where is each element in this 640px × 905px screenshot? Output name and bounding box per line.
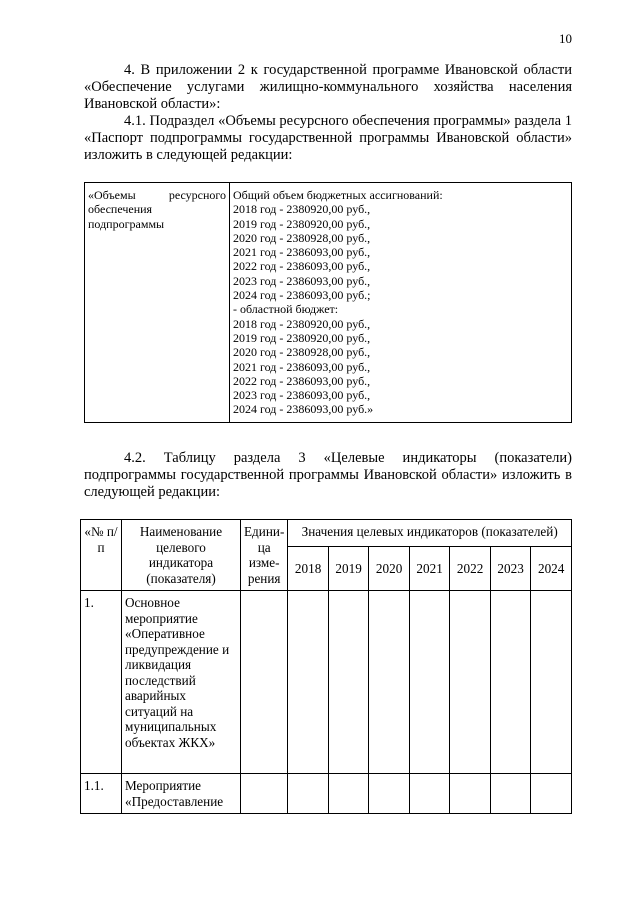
header-year: 2018 bbox=[288, 547, 329, 591]
header-year: 2021 bbox=[409, 547, 450, 591]
header-unit: Единица измерения bbox=[241, 520, 288, 591]
indicators-table bbox=[80, 519, 572, 814]
header-name: Наименование целевого индикатора (показателя) bbox=[122, 520, 241, 591]
row-value-cell bbox=[409, 591, 450, 774]
resources-line: 2019 год - 2380920,00 руб., bbox=[233, 330, 371, 345]
row-number: 1. bbox=[81, 591, 122, 774]
row-name: Мероприятие «Предоставление bbox=[122, 774, 241, 814]
header-num: «№ п/п bbox=[81, 520, 122, 591]
row-value-cell bbox=[328, 774, 369, 814]
row-number: 1.1. bbox=[81, 774, 122, 814]
row-value-cell bbox=[490, 774, 531, 814]
paragraph-3 bbox=[84, 450, 572, 501]
row-value-cell bbox=[450, 591, 491, 774]
resources-line: - областной бюджет: bbox=[233, 302, 339, 317]
resources-line: 2018 год - 2380920,00 руб., bbox=[233, 316, 371, 331]
row-name: Основное мероприятие «Оперативное предупреждение и ликвидация последствий аварийных ситуаций на муниципальных объектах ЖКХ» bbox=[122, 591, 241, 774]
table-row bbox=[81, 591, 572, 774]
header-year: 2023 bbox=[490, 547, 531, 591]
resources-line: 2022 год - 2386093,00 руб., bbox=[233, 373, 371, 388]
resources-line: 2020 год - 2380928,00 руб., bbox=[233, 345, 371, 360]
paragraph-2-text: 4.1. Подраздел «Объемы ресурсного обеспечения программы» раздела 1 «Паспорт подпрограммы государственной программы Ивановской области» изложить в следующей редакции: bbox=[84, 113, 572, 163]
resources-line: Общий объем бюджетных ассигнований: bbox=[233, 188, 443, 202]
row-value-cell bbox=[288, 774, 329, 814]
header-values-group: Значения целевых индикаторов (показателей) bbox=[288, 520, 572, 547]
row-unit-cell bbox=[241, 774, 288, 814]
resources-line: 2020 год - 2380928,00 руб., bbox=[233, 230, 371, 245]
header-year: 2022 bbox=[450, 547, 491, 591]
resources-line: 2021 год - 2386093,00 руб., bbox=[233, 245, 371, 260]
page-number: 10 bbox=[559, 31, 572, 46]
row-value-cell bbox=[531, 774, 572, 814]
resources-row bbox=[85, 183, 572, 423]
resources-line: 2023 год - 2386093,00 руб., bbox=[233, 273, 371, 288]
header-year: 2020 bbox=[369, 547, 410, 591]
row-value-cell bbox=[328, 591, 369, 774]
header-year: 2024 bbox=[531, 547, 572, 591]
resources-label: «Объемы ресурсного обеспечения подпрограммы bbox=[85, 183, 230, 423]
row-value-cell bbox=[531, 591, 572, 774]
paragraph-1-text: 4. В приложении 2 к государственной программе Ивановской области «Обеспечение услугами жилищно-коммунального хозяйства населения Ивановской области»: bbox=[84, 62, 572, 112]
row-value-cell bbox=[409, 774, 450, 814]
row-unit-cell bbox=[241, 591, 288, 774]
table-row bbox=[81, 774, 572, 814]
resources-line: 2021 год - 2386093,00 руб., bbox=[233, 359, 371, 374]
row-value-cell bbox=[369, 591, 410, 774]
resources-line: 2018 год - 2380920,00 руб., bbox=[233, 202, 371, 217]
header-year: 2019 bbox=[328, 547, 369, 591]
resources-line: 2024 год - 2386093,00 руб.» bbox=[233, 402, 374, 417]
resources-values bbox=[230, 183, 572, 423]
indicators-header-row bbox=[81, 520, 572, 547]
resources-line: 2024 год - 2386093,00 руб.; bbox=[233, 288, 371, 303]
row-value-cell bbox=[450, 774, 491, 814]
row-value-cell bbox=[369, 774, 410, 814]
paragraph-2 bbox=[84, 113, 572, 164]
resources-line: 2022 год - 2386093,00 руб., bbox=[233, 259, 371, 274]
row-value-cell bbox=[490, 591, 531, 774]
resources-line: 2019 год - 2380920,00 руб., bbox=[233, 216, 371, 231]
resources-table bbox=[84, 182, 572, 423]
paragraph-3-text: 4.2. Таблицу раздела 3 «Целевые индикаторы (показатели) подпрограммы государственной программы Ивановской области» изложить в следующей редакции: bbox=[84, 450, 572, 500]
resources-line: 2023 год - 2386093,00 руб., bbox=[233, 388, 371, 403]
row-value-cell bbox=[288, 591, 329, 774]
paragraph-1 bbox=[84, 62, 572, 113]
